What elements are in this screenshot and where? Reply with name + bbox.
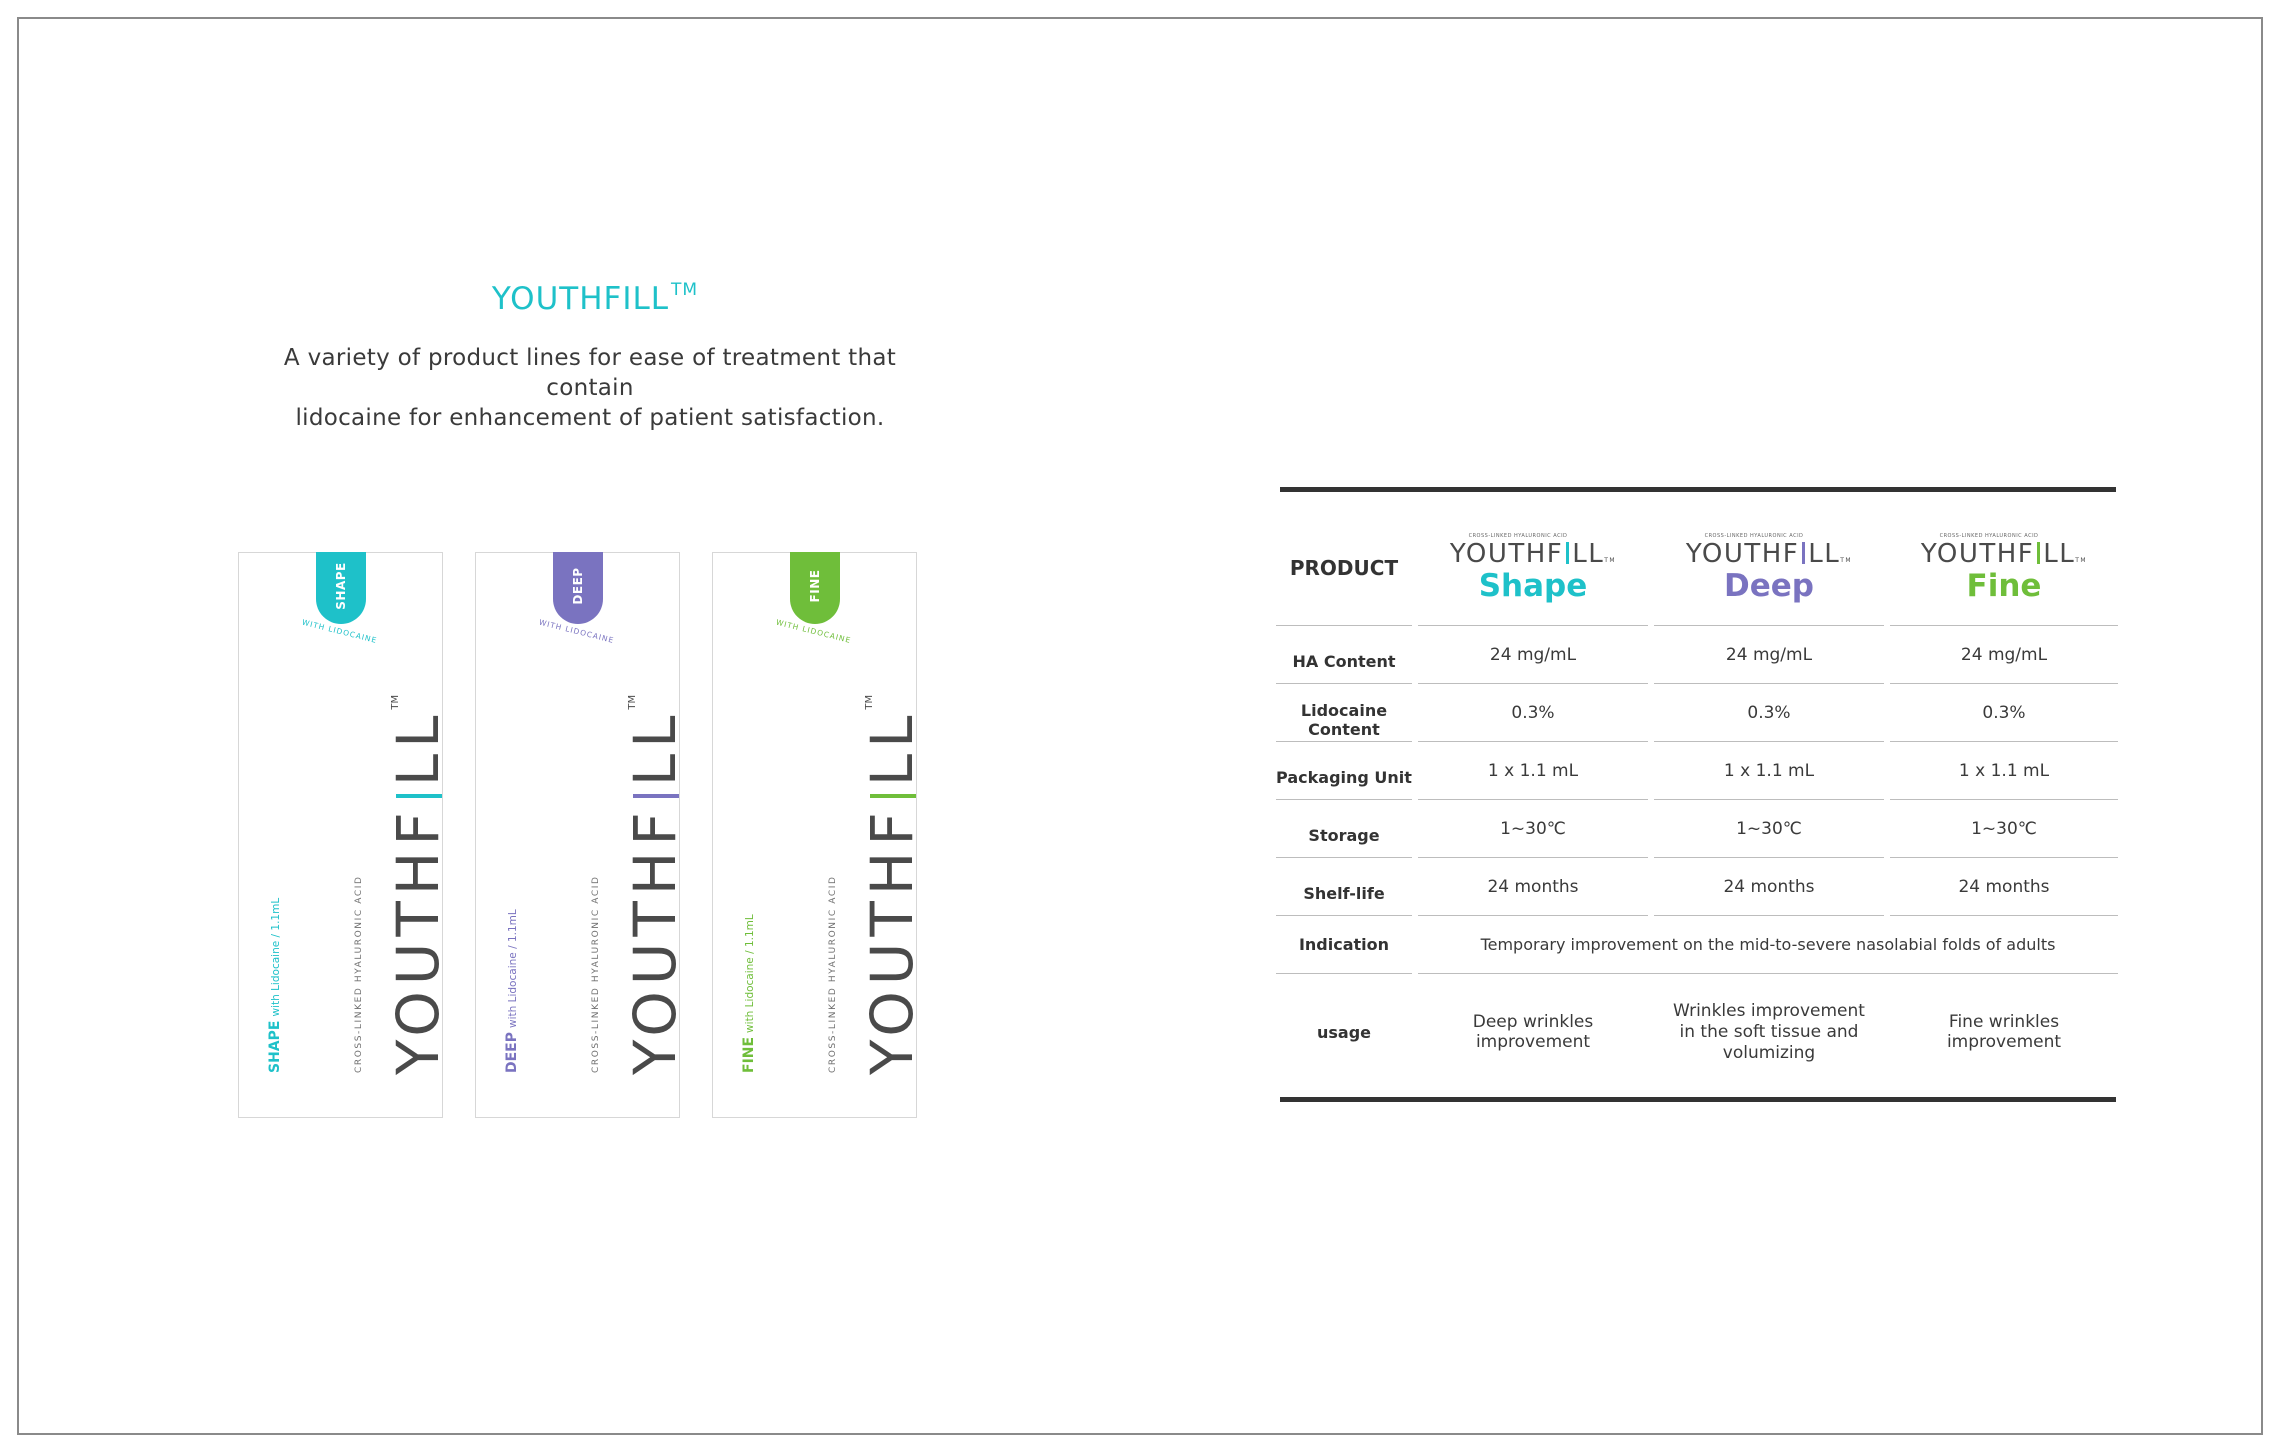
- cell-value: 1 x 1.1 mL: [1654, 742, 1884, 800]
- package-tab: FINE: [790, 552, 840, 624]
- package-chem-label: CROSS-LINKED HYALURONIC ACID: [591, 875, 601, 1073]
- cell-value: 24 months: [1890, 858, 2118, 916]
- table-row: [1276, 800, 2118, 858]
- cell-value: Deep wrinkles improvement: [1472, 1012, 1594, 1052]
- product-logo-fine: CROSS-LINKED HYALURONIC ACID YOUTHF LLTM Fine: [1890, 510, 2118, 626]
- row-label: Shelf-life: [1276, 858, 1412, 916]
- cell-value: 24 mg/mL: [1890, 626, 2118, 684]
- package-subtitle: SHAPEwith Lidocaine / 1.1mL: [267, 897, 283, 1073]
- row-label: Packaging Unit: [1276, 742, 1412, 800]
- page-title: YOUTHFILL ™: [491, 280, 699, 317]
- cell-value: 1 x 1.1 mL: [1418, 742, 1648, 800]
- row-label: Storage: [1276, 800, 1412, 858]
- cell-value: 1~30℃: [1654, 800, 1884, 858]
- product-logo-shape: CROSS-LINKED HYALURONIC ACID YOUTHF LLTM Shape: [1418, 510, 1648, 626]
- table-row-indication: [1276, 916, 2118, 974]
- product-logo-deep: CROSS-LINKED HYALURONIC ACID YOUTHF LLTM Deep: [1654, 510, 1884, 626]
- product-label: PRODUCT: [1276, 510, 1412, 626]
- with-lidocaine-label: WITH LIDOCAINE: [537, 617, 616, 646]
- table-header-row: [1276, 510, 2118, 626]
- row-label: usage: [1316, 1022, 1371, 1042]
- cell-value: 24 months: [1418, 858, 1648, 916]
- package-tab: DEEP: [553, 552, 603, 624]
- with-lidocaine-label: WITH LIDOCAINE: [300, 617, 379, 646]
- row-label: Indication: [1276, 916, 1412, 974]
- package-subtitle: FINEwith Lidocaine / 1.1mL: [741, 914, 757, 1073]
- package-chem-label: CROSS-LINKED HYALURONIC ACID: [354, 875, 364, 1073]
- package-deep: [475, 552, 689, 1118]
- with-lidocaine-label: WITH LIDOCAINE: [774, 617, 853, 646]
- cell-value: 1~30℃: [1890, 800, 2118, 858]
- table-bottom-rule: [1280, 1097, 2116, 1102]
- cell-value: Fine wrinkles improvement: [1946, 1012, 2062, 1052]
- package-chem-label: CROSS-LINKED HYALURONIC ACID: [828, 875, 838, 1073]
- table-top-rule: [1280, 487, 2116, 492]
- table-row: [1276, 858, 2118, 916]
- package-brand-logo: YOUTHFLL™: [384, 694, 452, 1075]
- table-row: [1276, 684, 2118, 742]
- table-row: [1276, 742, 2118, 800]
- cell-value: 1~30℃: [1418, 800, 1648, 858]
- package-tab: SHAPE: [316, 552, 366, 624]
- cell-value: 1 x 1.1 mL: [1890, 742, 2118, 800]
- cell-value: 0.3%: [1654, 684, 1884, 742]
- package-subtitle: DEEPwith Lidocaine / 1.1mL: [504, 909, 520, 1073]
- package-shape: [238, 552, 452, 1118]
- cell-value: 0.3%: [1418, 684, 1648, 742]
- package-brand-logo: YOUTHFLL™: [858, 694, 926, 1075]
- indication-value: Temporary improvement on the mid-to-severe nasolabial folds of adults: [1418, 916, 2118, 974]
- cell-value: Wrinkles improvement in the soft tissue and volumizing: [1673, 1000, 1865, 1063]
- cell-value: 24 mg/mL: [1418, 626, 1648, 684]
- package-fine: [712, 552, 926, 1118]
- row-label: Lidocaine Content: [1276, 684, 1412, 742]
- row-label: HA Content: [1276, 626, 1412, 684]
- cell-value: 0.3%: [1890, 684, 2118, 742]
- table-row-usage: [1276, 974, 2118, 1090]
- cell-value: 24 months: [1654, 858, 1884, 916]
- tagline: A variety of product lines for ease of treatment that contain lidocaine for enhancement of patient satisfaction.: [283, 345, 897, 431]
- package-brand-logo: YOUTHFLL™: [621, 694, 689, 1075]
- table-row: [1276, 626, 2118, 684]
- cell-value: 24 mg/mL: [1654, 626, 1884, 684]
